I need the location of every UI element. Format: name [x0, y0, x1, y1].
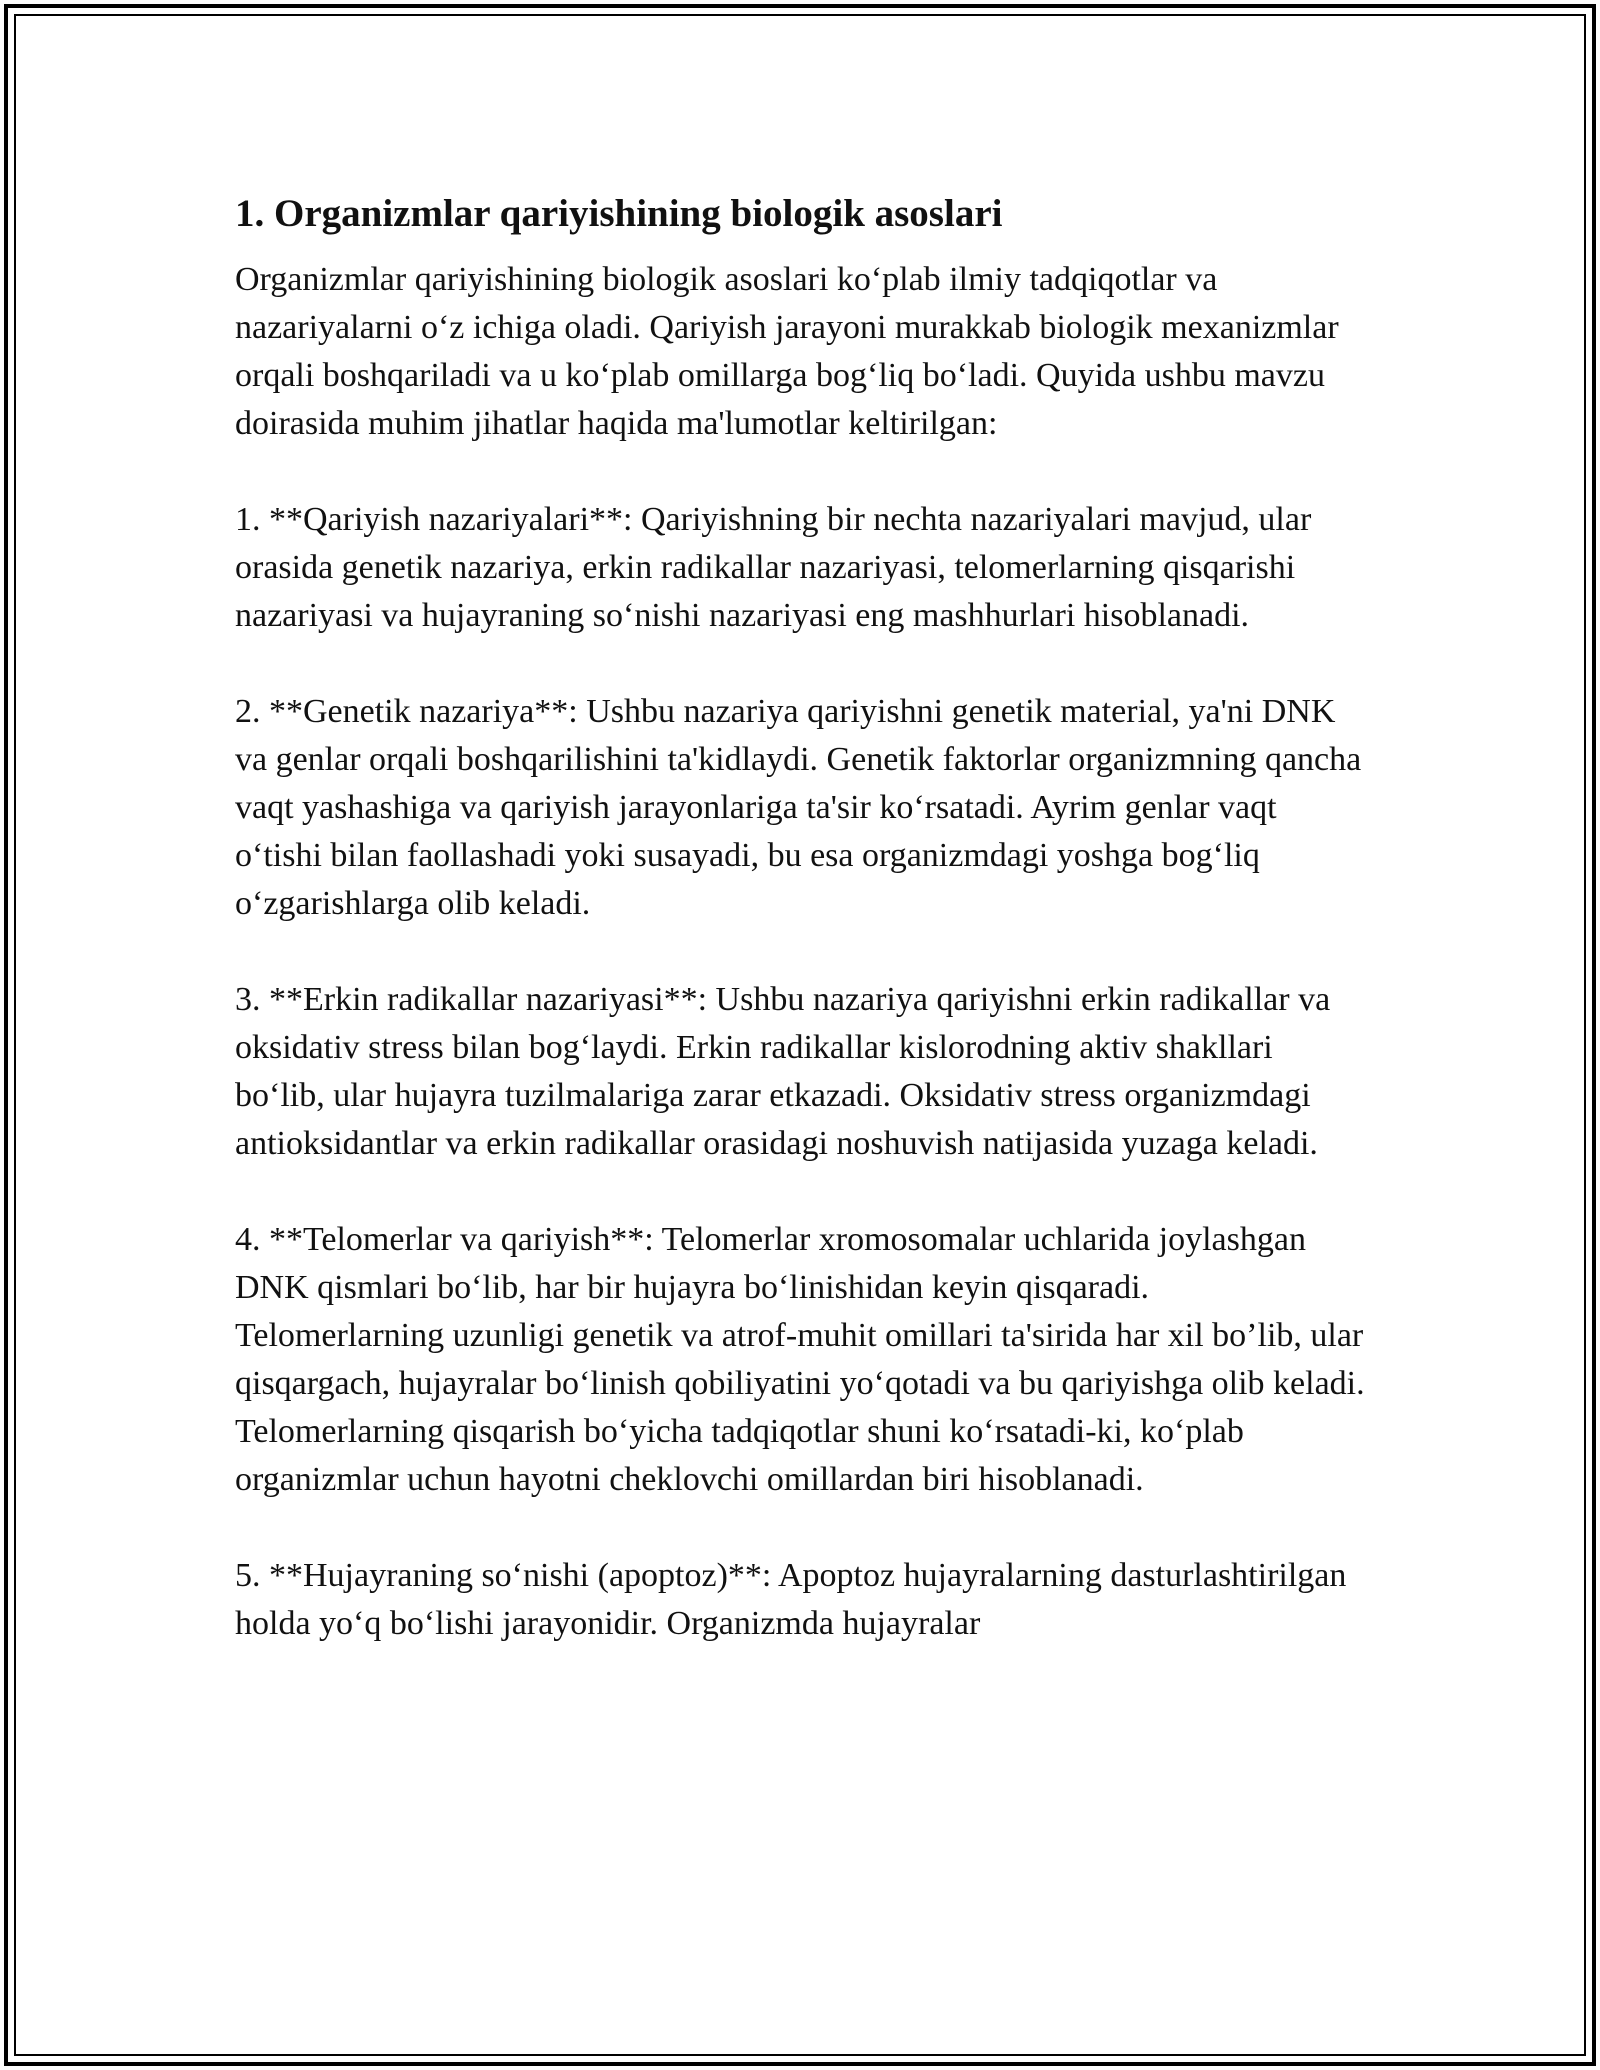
- paragraph-ageing-theories: 1. **Qariyish nazariyalari**: Qariyishning bir nechta nazariyalari mavjud, ular orasida genetik nazariya, erkin radikallar nazariyasi, telomerlarning qisqarishi nazariyasi va hujayraning so‘nishi nazariyasi eng mashhurlari hisoblanadi.: [235, 501, 1312, 634]
- document-body: [235, 188, 1365, 1648]
- intro-paragraph: Organizmlar qariyishining biologik asoslari ko‘plab ilmiy tadqiqotlar va nazariyalarni o‘z ichiga oladi. Qariyish jarayoni murakkab biologik mexanizmlar orqali boshqariladi va u ko‘plab omillarga bog‘liq bo‘ladi. Quyida ushbu mavzu doirasida muhim jihatlar haqida ma'lumotlar keltirilgan:: [235, 261, 1339, 442]
- paragraph-genetic-theory: 2. **Genetik nazariya**: Ushbu nazariya qariyishni genetik material, ya'ni DNK va genlar orqali boshqarilishini ta'kidlaydi. Genetik faktorlar organizmning qancha vaqt yashashiga va qariyish jarayonlariga ta'sir ko‘rsatadi. Ayrim genlar vaqt o‘tishi bilan faollashadi yoki susayadi, bu esa organizmdagi yoshga bog‘liq o‘zgarishlarga olib keladi.: [235, 693, 1362, 922]
- document-title: 1. Organizmlar qariyishining biologik asoslari: [235, 192, 1003, 235]
- paragraph-telomeres: 4. **Telomerlar va qariyish**: Telomerlar xromosomalar uchlarida joylashgan DNK qismlari bo‘lib, har bir hujayra bo‘linishidan keyin qisqaradi. Telomerlarning uzunligi genetik va atrof-muhit omillari ta'sirida har xil bo’lib, ular qisqargach, hujayralar bo‘linish qobiliyatini yo‘qotadi va bu qariyishga olib keladi. Telomerlarning qisqarish bo‘yicha tadqiqotlar shuni ko‘rsatadi-ki, ko‘plab organizmlar uchun hayotni cheklovchi omillardan biri hisoblanadi.: [235, 1221, 1365, 1498]
- paragraph-apoptosis: 5. **Hujayraning so‘nishi (apoptoz)**: Apoptoz hujayralarning dasturlashtirilgan holda yo‘q bo‘lishi jarayonidir. Organizmda hujayralar: [235, 1557, 1347, 1642]
- paragraph-free-radicals-theory: 3. **Erkin radikallar nazariyasi**: Ushbu nazariya qariyishni erkin radikallar va oksidativ stress bilan bog‘laydi. Erkin radikallar kislorodning aktiv shakllari bo‘lib, ular hujayra tuzilmalariga zarar etkazadi. Oksidativ stress organizmdagi antioksidantlar va erkin radikallar orasidagi noshuvish natijasida yuzaga keladi.: [235, 981, 1331, 1162]
